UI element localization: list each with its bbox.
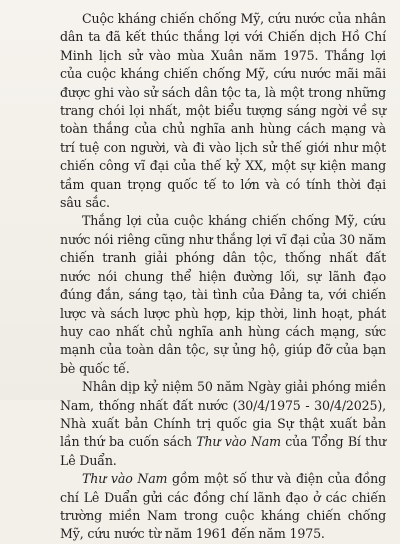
paragraph-3 (60, 378, 386, 470)
body-text (60, 10, 386, 544)
paragraph-2: Thắng lợi của cuộc kháng chiến chống Mỹ, cứu nước nói riêng cũng như thắng lợi vĩ đại của 30 năm chiến tranh giải phóng dân tộc, thống nhất đất nước nói chung thể hiện đường lối, sự lãnh đạo đúng đắn, sáng tạo, tài tình của Đảng ta, với chiến lược và sách lược phù hợp, kịp thời, linh hoạt, phát huy cao nhất chủ nghĩa anh hùng cách mạng, sức mạnh của toàn dân tộc, sự ủng hộ, giúp đỡ của bạn bè quốc tế. (60, 213, 386, 376)
paragraph-3-text-before: Nhân dịp kỷ niệm 50 năm Ngày giải phóng miền Nam, thống nhất đất nước (30/4/1975 - 30/4/2025), Nhà xuất bản Chính trị quốc gia Sự thật xuất bản lần thứ ba cuốn sách (60, 379, 386, 450)
paragraph-4 (60, 470, 386, 544)
paragraph-1: Cuộc kháng chiến chống Mỹ, cứu nước của nhân dân ta đã kết thúc thắng lợi với Chiến dịch Hồ Chí Minh lịch sử vào mùa Xuân năm 1975. Thắng lợi của cuộc kháng chiến chống Mỹ, cứu nước mãi mãi được ghi vào sử sách dân tộc ta, là một trong những trang chói lọi nhất, một biểu tượng sáng ngời về sự toàn thắng của chủ nghĩa anh hùng cách mạng và trí tuệ con người, và đi vào lịch sử thế giới như một chiến công vĩ đại của thế kỷ XX, một sự kiện mang tầm quan trọng quốc tế to lớn và có tính thời đại sâu sắc. (60, 11, 386, 211)
paragraph-4-text-after: gồm một số thư và điện của đồng chí Lê Duẩn gửi các đồng chí lãnh đạo ở các chiến trường miền Nam trong cuộc kháng chiến chống Mỹ, cứu nước từ năm 1961 đến năm 1975. (60, 471, 387, 542)
book-title-italic: Thư vào Nam (196, 434, 281, 450)
book-title-italic: Thư vào Nam (82, 471, 168, 487)
paragraph-3-text-after: của Tổng Bí thư Lê Duẩn. (60, 434, 386, 468)
